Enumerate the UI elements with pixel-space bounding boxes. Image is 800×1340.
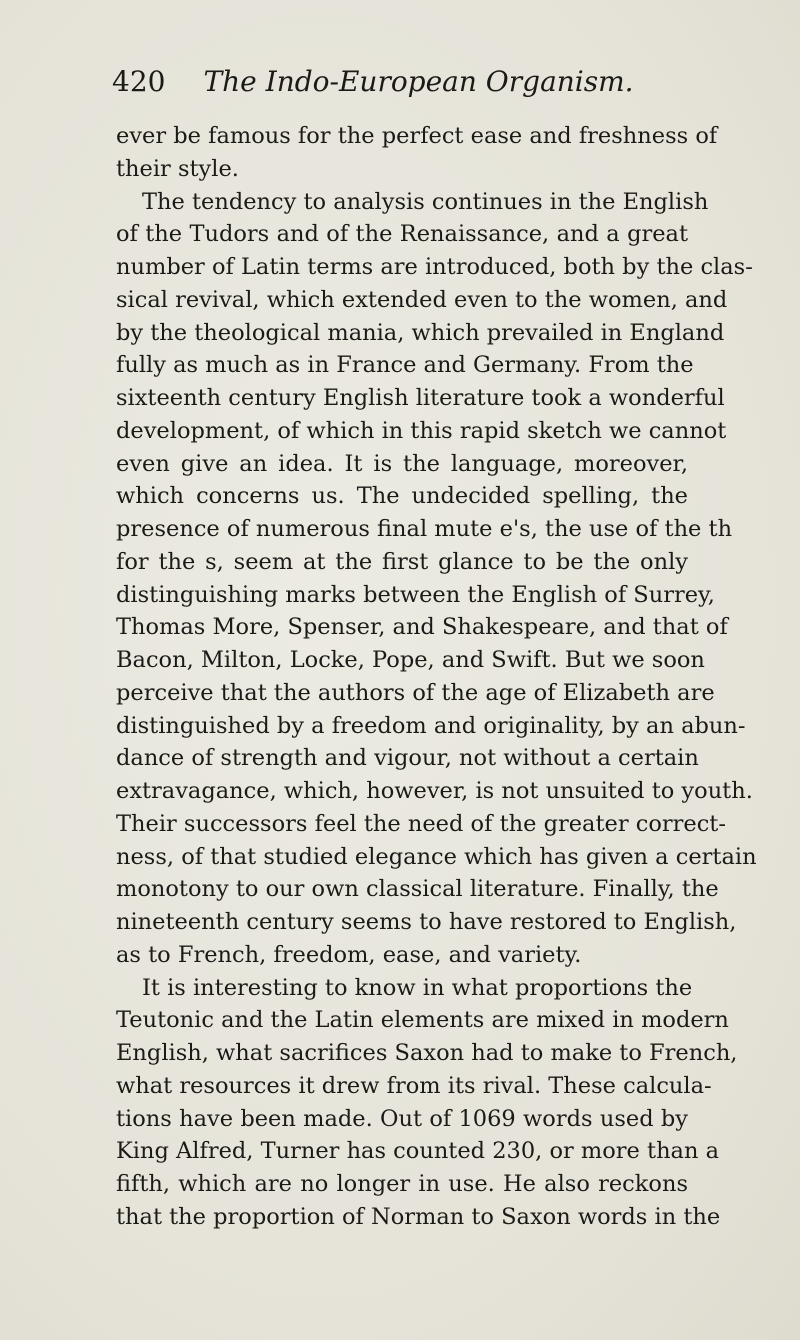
text-line: extravagance, which, however, is not unsuited to youth. [116,778,753,804]
text-line: monotony to our own classical literature. Finally, the [116,876,719,903]
text-line: development, of which in this rapid sketch we cannot [116,417,727,444]
text-line: tions have been made. Out of 1069 words used by [116,1105,688,1132]
text-line: dance of strength and vigour, not without a certain [116,745,699,772]
text-line: sical revival, which extended even to the women, and [116,286,728,313]
text-line: Teutonic and the Latin elements are mixed in modern [116,1007,729,1034]
text-line: distinguished by a freedom and originality, by an abun- [116,712,746,739]
text-line: that the proportion of Norman to Saxon words in the [116,1203,721,1230]
text-line: Bacon, Milton, Locke, Pope, and Swift. But we soon [116,647,705,673]
text-line: English, what sacrifices Saxon had to make to French, [116,1040,738,1066]
body-text [116,120,757,1234]
text-line: ever be famous for the perfect ease and freshness of [116,123,718,149]
text-line: by the theological mania, which prevailed in England [116,319,725,346]
text-line: which concerns us. The undecided spelling, the [116,483,688,510]
text-line: as to French, freedom, ease, and variety. [116,941,582,968]
text-line: of the Tudors and of the Renaissance, and a great [116,221,688,248]
text-line: their style. [116,155,239,182]
text-line: Their successors feel the need of the greater correct- [116,810,726,837]
page-number: 420 [112,65,166,98]
page-header [112,62,692,102]
text-line: ness, of that studied elegance which has given a certain [116,843,757,870]
text-line: distinguishing marks between the English of Surrey, [116,581,715,608]
text-line: for the s, seem at the first glance to be the only [116,548,688,575]
text-line: Thomas More, Spenser, and Shakespeare, and that of [116,614,728,641]
text-line: The tendency to analysis continues in the English [142,188,709,215]
text-line: even give an idea. It is the language, moreover, [116,450,688,477]
text-line: perceive that the authors of the age of Elizabeth are [116,679,715,706]
text-line: nineteenth century seems to have restored to English, [116,909,737,935]
text-line: It is interesting to know in what proportions the [142,974,693,1001]
text-line: presence of numerous final mute e's, the use of the th [116,516,733,542]
text-line: number of Latin terms are introduced, both by the clas- [116,254,753,280]
text-line: sixteenth century English literature took a wonderful [116,385,725,411]
running-title: The Indo-European Organism. [203,65,634,98]
text-line: fully as much as in France and Germany. From the [116,352,694,379]
text-line: what resources it drew from its rival. These calcula- [116,1072,712,1099]
text-line: fifth, which are no longer in use. He also reckons [116,1171,688,1197]
text-line: King Alfred, Turner has counted 230, or more than a [116,1138,720,1165]
